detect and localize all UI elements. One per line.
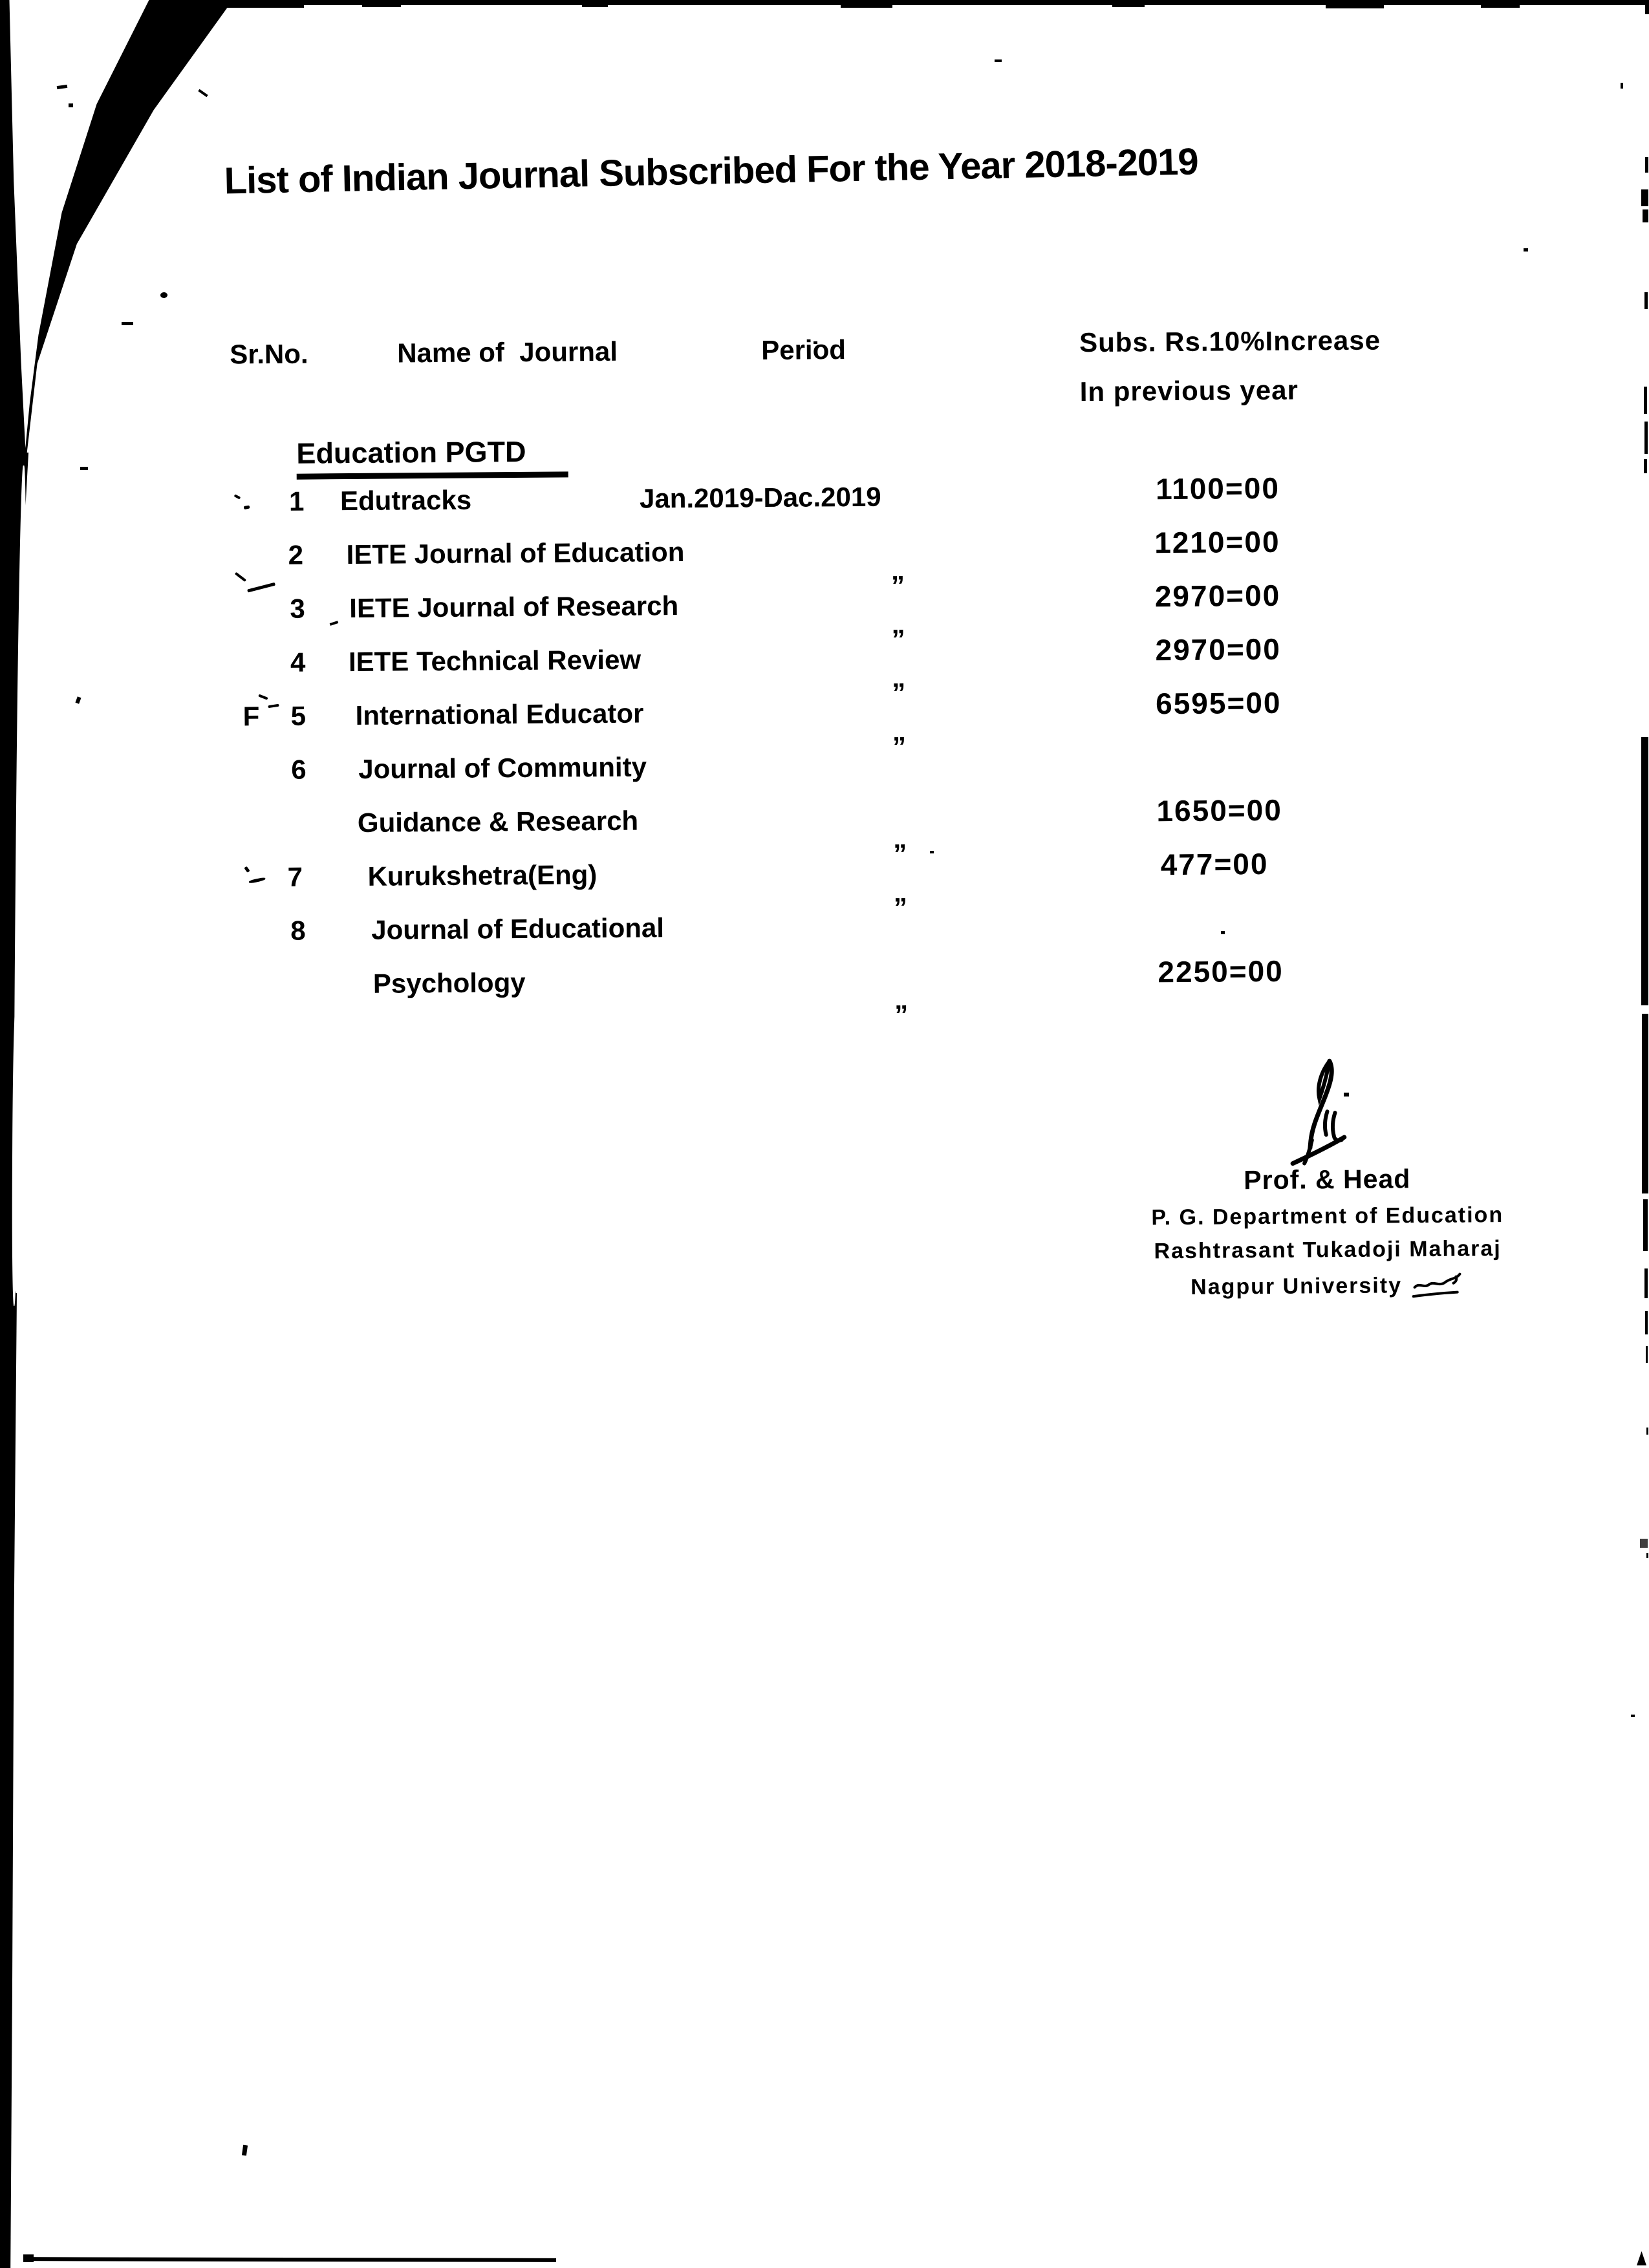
amount-value: 6595=00 <box>1155 685 1282 721</box>
sr-number: 6 <box>291 754 307 785</box>
journal-name: Kurukshetra(Eng) <box>367 859 598 892</box>
column-header-period: Period <box>761 334 846 366</box>
pen-mark-row6 <box>258 694 268 700</box>
ditto-mark: „ <box>894 984 910 1015</box>
pen-mark-row7 <box>244 866 250 873</box>
amount-value: 1210=00 <box>1154 524 1280 560</box>
journal-name: IETE Journal of Research <box>349 590 679 624</box>
margin-note-f: F <box>242 701 260 732</box>
sr-number: 3 <box>290 593 305 624</box>
amount-value: 2250=00 <box>1158 954 1284 989</box>
journal-name: Journal of Educational <box>371 912 665 945</box>
journal-name-line2: Guidance & Research <box>357 805 639 838</box>
sr-number: 2 <box>288 539 304 570</box>
pen-mark-row7 <box>248 877 265 883</box>
ditto-mark: „ <box>891 608 907 639</box>
signature-stamp-block <box>1104 1162 1551 1303</box>
ditto-mark: „ <box>890 555 907 586</box>
ditto-mark: „ <box>892 662 907 693</box>
sr-number: 8 <box>290 915 306 946</box>
signature-university-line1: Rashtrasant Tukadoji Maharaj <box>1154 1236 1502 1264</box>
pen-mark-row1 <box>234 494 241 499</box>
signature-university-line2 <box>1105 1269 1551 1303</box>
amount-value: 2970=00 <box>1154 578 1281 614</box>
pen-checkmark-row3 <box>235 572 246 582</box>
pen-mark-row1 <box>244 506 250 510</box>
handwritten-initials <box>1411 1270 1465 1302</box>
journal-name: Journal of Community <box>358 751 647 784</box>
column-header-sr-no: Sr.No. <box>230 338 308 370</box>
pen-checkmark-row3 <box>247 583 275 593</box>
pen-mark-row6 <box>268 704 279 708</box>
amount-value: 1100=00 <box>1155 471 1280 506</box>
amount-value: 1650=00 <box>1156 793 1283 828</box>
sr-number: 7 <box>287 861 303 892</box>
column-header-subs-line1: Subs. Rs.10%Increase <box>1079 325 1381 358</box>
ditto-mark: „ <box>893 877 909 908</box>
journal-name: IETE Technical Review <box>348 644 641 678</box>
signature-department: P. G. Department of Education <box>1151 1203 1504 1230</box>
section-heading: Education PGTD <box>296 434 568 479</box>
ditto-mark: „ <box>892 823 909 854</box>
signature-university-text: Nagpur University <box>1191 1273 1403 1300</box>
ditto-mark: „ <box>892 716 908 747</box>
amount-value: 2970=00 <box>1155 632 1282 667</box>
sr-number: 4 <box>290 647 306 678</box>
page-title: List of Indian Journal Subscribed For the Year 2018-2019 <box>224 140 1199 202</box>
period-value: Jan.2019-Dac.2019 <box>639 481 881 514</box>
journal-name: Edutracks <box>339 484 472 517</box>
journal-name: International Educator <box>355 698 644 731</box>
amount-value: 477=00 <box>1160 846 1269 882</box>
column-header-journal: Name of Journal <box>397 336 618 369</box>
scan-artifact-right-edge <box>1645 1 1649 14</box>
column-header-subs-line2: In previous year <box>1079 374 1299 407</box>
sr-number: 5 <box>290 700 307 731</box>
sr-number: 1 <box>288 486 305 517</box>
journal-name: IETE Journal of Education <box>346 536 685 570</box>
signature-mark <box>1289 1056 1361 1173</box>
signature-role: Prof. & Head <box>1244 1164 1411 1195</box>
journal-name-line2: Psychology <box>372 967 526 999</box>
